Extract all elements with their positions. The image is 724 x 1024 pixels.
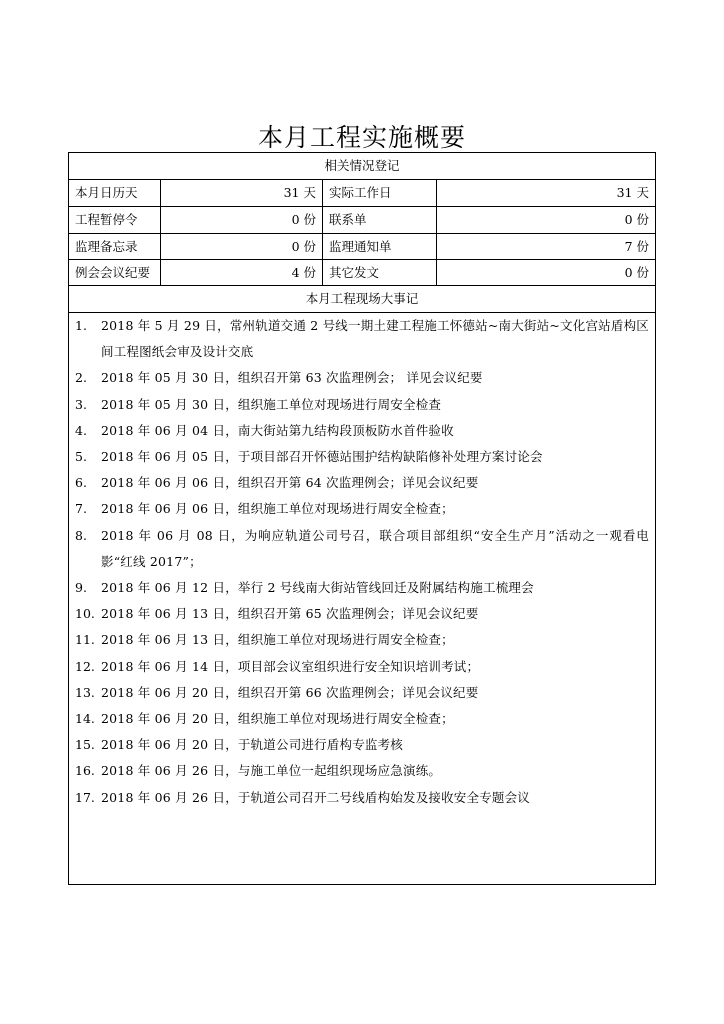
item-text: 2018 年 06 月 20 日，组织召开第 66 次监理例会；详见会议纪要: [101, 684, 479, 700]
list-item: [75, 392, 649, 418]
list-item: [75, 575, 649, 601]
table-row: [69, 180, 655, 207]
item-text: 2018 年 06 月 04 日，南大街站第九结构段顶板防水首件验收: [101, 422, 454, 438]
value-cell: 4 份: [161, 260, 323, 285]
item-number: 5.: [75, 449, 87, 465]
list-item: [75, 758, 649, 784]
table-row: [69, 234, 655, 260]
item-number: 1.: [75, 318, 87, 333]
item-number: 9.: [75, 580, 87, 596]
value-cell: 0 份: [624, 265, 649, 280]
item-number: 13.: [75, 684, 95, 700]
list-item: [75, 470, 649, 496]
page-title: 本月工程实施概要: [257, 123, 466, 152]
list-item: [75, 706, 649, 732]
item-text: 2018 年 06 月 06 日，组织施工单位对现场进行周安全检查；: [101, 501, 454, 517]
label-cell: 实际工作日: [323, 180, 437, 206]
item-text: 2018 年 5 月 29 日，常州轨道交通 2 号线一期土建工程施工怀德站~南大街站~文化宫站盾构区间工程图纸会审及设计交底: [101, 318, 649, 360]
table-row: [69, 207, 655, 234]
item-number: 2.: [75, 370, 87, 386]
value-cell: 7 份: [624, 239, 649, 254]
item-number: 16.: [75, 763, 95, 779]
item-text: 2018 年 06 月 12 日，举行 2 号线南大街站管线回迁及附属结构施工梳理会: [101, 580, 534, 596]
section-header-registry: 相关情况登记: [69, 153, 655, 180]
item-number: 11.: [75, 632, 95, 648]
list-item: [75, 496, 649, 522]
item-text: 2018 年 06 月 13 日，组织施工单位对现场进行周安全检查；: [101, 632, 454, 648]
item-text: 2018 年 06 月 08 日，为响应轨道公司号召，联合项目部组织“安全生产月”活动之一观看电影“红线 2017”；: [101, 527, 649, 569]
label-cell: 例会会议纪要: [69, 260, 161, 285]
item-number: 7.: [75, 501, 87, 517]
value-cell: 31 天: [161, 180, 323, 206]
item-text: 2018 年 06 月 20 日，组织施工单位对现场进行周安全检查；: [101, 711, 454, 727]
item-number: 12.: [75, 658, 95, 674]
list-item: [75, 732, 649, 758]
value-cell: 0 份: [624, 212, 649, 227]
item-text: 2018 年 05 月 30 日，组织施工单位对现场进行周安全检查: [101, 396, 442, 412]
list-item: [75, 365, 649, 391]
item-number: 6.: [75, 475, 87, 491]
item-number: 15.: [75, 737, 95, 753]
list-item: [75, 785, 649, 811]
label-cell: 其它发文: [323, 260, 437, 285]
table-row: [69, 260, 655, 286]
label-cell: 监理通知单: [323, 234, 437, 259]
item-text: 2018 年 06 月 13 日，组织召开第 65 次监理例会；详见会议纪要: [101, 606, 479, 622]
item-text: 2018 年 05 月 30 日，组织召开第 63 次监理例会； 详见会议纪要: [101, 370, 483, 386]
item-text: 2018 年 06 月 20 日，于轨道公司进行盾构专监考核: [101, 737, 403, 753]
summary-table: [68, 152, 656, 885]
label-cell: 本月日历天: [69, 180, 161, 206]
list-item: [75, 601, 649, 627]
value-cell: 31 天: [616, 185, 649, 200]
section-header-events: 本月工程现场大事记: [69, 286, 655, 313]
list-item: [75, 680, 649, 706]
list-item: [75, 444, 649, 470]
label-cell: 监理备忘录: [69, 234, 161, 259]
event-list: [69, 313, 655, 811]
list-item: [75, 627, 649, 653]
value-cell: 0 份: [161, 207, 323, 233]
label-cell: 工程暂停令: [69, 207, 161, 233]
list-item: [75, 418, 649, 444]
list-item: [75, 313, 649, 365]
item-text: 2018 年 06 月 05 日，于项目部召开怀德站围护结构缺陷修补处理方案讨论会: [101, 449, 543, 465]
item-text: 2018 年 06 月 06 日，组织召开第 64 次监理例会；详见会议纪要: [101, 475, 479, 491]
item-text: 2018 年 06 月 14 日，项目部会议室组织进行安全知识培训考试；: [101, 658, 480, 674]
item-number: 3.: [75, 396, 87, 412]
item-number: 4.: [75, 422, 87, 438]
item-number: 10.: [75, 606, 95, 622]
list-item: [75, 523, 649, 575]
item-number: 14.: [75, 711, 95, 727]
item-number: 8.: [75, 527, 87, 543]
item-text: 2018 年 06 月 26 日，与施工单位一起组织现场应急演练。: [101, 763, 442, 779]
item-text: 2018 年 06 月 26 日，于轨道公司召开二号线盾构始发及接收安全专题会议: [101, 789, 530, 805]
label-cell: 联系单: [323, 207, 437, 233]
value-cell: 0 份: [161, 234, 323, 259]
item-number: 17.: [75, 789, 95, 805]
list-item: [75, 654, 649, 680]
